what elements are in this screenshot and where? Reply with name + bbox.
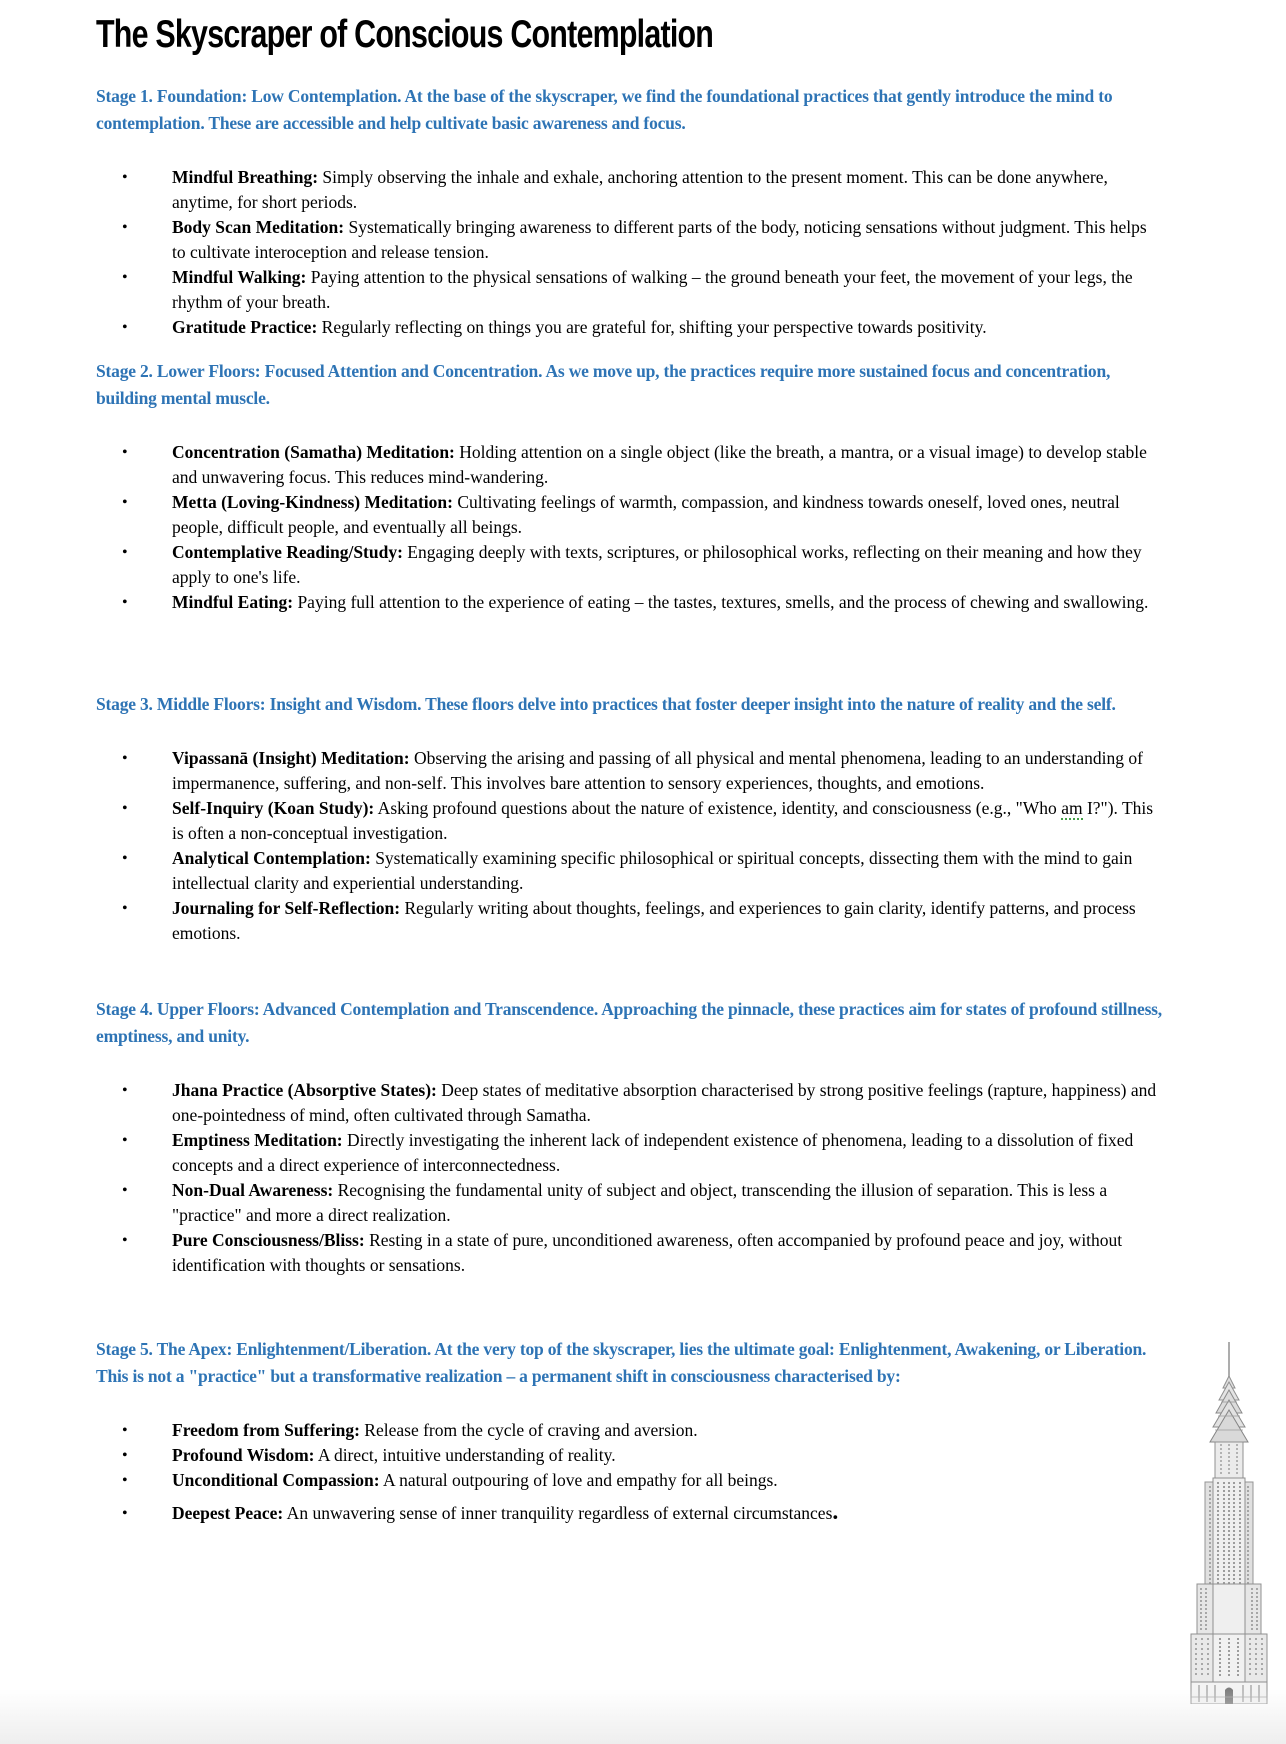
description-text: I?"). This is often a non-conceptual investigation. [172,797,1154,843]
practice-term: Contemplative Reading/Study: [172,541,403,562]
practice-term: Non-Dual Awareness: [172,1179,334,1200]
practice-description: Systematically examining specific philosophical or spiritual concepts, dissecting them with the mind to gain intellectual clarity and experiential understanding. [172,847,1133,893]
grammar-marked-word: am [1061,797,1083,818]
practice-term: Body Scan Meditation: [172,216,345,237]
practice-term: Metta (Loving-Kindness) Meditation: [172,491,453,512]
practice-list [96,746,1164,946]
list-item [96,1443,1164,1468]
list-item [96,1498,1164,1526]
stage-heading: Stage 4. Upper Floors: Advanced Contemplation and Transcendence. Approaching the pinnacle, these practices aim for states of profound stillness, emptiness, and unity. [96,998,1162,1046]
description-text: Asking profound questions about the nature of existence, identity, and consciousness (e.g., "Who [374,797,1062,818]
stage-heading: Stage 3. Middle Floors: Insight and Wisdom. These floors delve into practices that foster deeper insight into the nature of reality and the self. [96,693,1116,714]
list-item [96,215,1164,265]
list-item [96,590,1164,615]
list-item [96,896,1164,946]
practice-term: Freedom from Suffering: [172,1419,360,1440]
stage-section [96,1336,1164,1526]
practice-term: Journaling for Self-Reflection: [172,897,401,918]
practice-description [283,1498,839,1525]
list-item [96,490,1164,540]
practice-term: Pure Consciousness/Bliss: [172,1229,365,1250]
list-item [96,1078,1164,1128]
description-text: . [832,1498,839,1525]
list-item [96,315,1164,340]
stage-heading: Stage 1. Foundation: Low Contemplation. At the base of the skyscraper, we find the foundational practices that gently introduce the mind to contemplation. These are accessible and help cultivate basic awareness and focus. [96,85,1113,133]
practice-description: Observing the arising and passing of all physical and mental phenomena, leading to an understanding of impermanence, suffering, and non-self. This involves bare attention to sensory experiences, thoughts, and emotions. [172,747,1143,793]
description-text: An unwavering sense of inner tranquility regardless of external circumstances [283,1502,833,1523]
list-item [96,165,1164,215]
list-item [96,1468,1164,1493]
practice-description: Deep states of meditative absorption characterised by strong positive feelings (rapture, happiness) and one-pointedness of mind, often cultivated through Samatha. [172,1079,1157,1125]
practice-term: Emptiness Meditation: [172,1129,343,1150]
page-edge-shading [0,1689,1286,1744]
list-item [96,846,1164,896]
list-item [96,265,1164,315]
practice-description: Paying attention to the physical sensations of walking – the ground beneath your feet, the movement of your legs, the rhythm of your breath. [172,266,1133,312]
document-title: The Skyscraper of Conscious Contemplation [96,13,714,56]
practice-description: Resting in a state of pure, unconditioned awareness, often accompanied by profound peace and joy, without identification with thoughts or sensations. [172,1229,1123,1275]
list-item [96,440,1164,490]
stage-section [96,83,1164,340]
practice-description: A direct, intuitive understanding of reality. [314,1444,616,1465]
stage-heading: Stage 2. Lower Floors: Focused Attention and Concentration. As we move up, the practices require more sustained focus and concentration, building mental muscle. [96,360,1111,408]
list-item [96,796,1164,846]
stage-section [96,691,1164,946]
practice-term: Concentration (Samatha) Meditation: [172,441,455,462]
practice-description: Release from the cycle of craving and aversion. [359,1419,698,1440]
practice-list [96,165,1164,340]
practice-description: A natural outpouring of love and empathy for all beings. [379,1469,778,1490]
practice-term: Mindful Breathing: [172,166,319,187]
practice-description: Holding attention on a single object (like the breath, a mantra, or a visual image) to develop stable and unwavering focus. This reduces mind-wandering. [172,441,1147,487]
list-item [96,1418,1164,1443]
practice-term: Deepest Peace: [172,1502,284,1523]
practice-description: Regularly reflecting on things you are grateful for, shifting your perspective towards positivity. [317,316,987,337]
stage-section [96,996,1164,1278]
stage-section [96,358,1164,615]
practice-description: Simply observing the inhale and exhale, anchoring attention to the present moment. This can be done anywhere, anytime, for short periods. [172,166,1108,212]
practice-term: Vipassanā (Insight) Meditation: [172,747,410,768]
stage-heading: Stage 5. The Apex: Enlightenment/Liberation. At the very top of the skyscraper, lies the ultimate goal: Enlightenment, Awakening, or Liberation. This is not a "practice" but a transformative realization – a permanent shift in consciousness characterised by: [96,1338,1147,1386]
practice-list [96,1078,1164,1278]
document-page [0,14,1286,1526]
practice-description: Engaging deeply with texts, scriptures, or philosophical works, reflecting on their meaning and how they apply to one's life. [172,541,1142,587]
practice-term: Self-Inquiry (Koan Study): [172,797,375,818]
practice-list [96,440,1164,615]
practice-description: Regularly writing about thoughts, feelings, and experiences to gain clarity, identify patterns, and process emotions. [172,897,1136,943]
list-item [96,1128,1164,1178]
list-item [96,1228,1164,1278]
list-item [96,746,1164,796]
practice-description: Directly investigating the inherent lack of independent existence of phenomena, leading to a dissolution of fixed concepts and a direct experience of interconnectedness. [172,1129,1134,1175]
practice-term: Mindful Eating: [172,591,294,612]
practice-description: Recognising the fundamental unity of subject and object, transcending the illusion of separation. This is less a "practice" and more a direct realization. [172,1179,1108,1225]
practice-term: Mindful Walking: [172,266,307,287]
practice-term: Profound Wisdom: [172,1444,315,1465]
practice-term: Jhana Practice (Absorptive States): [172,1079,437,1100]
practice-list [96,1418,1164,1526]
practice-term: Unconditional Compassion: [172,1469,380,1490]
practice-term: Gratitude Practice: [172,316,318,337]
list-item [96,1178,1164,1228]
practice-term: Analytical Contemplation: [172,847,371,868]
document-body [96,83,1164,1526]
practice-description: Cultivating feelings of warmth, compassion, and kindness towards oneself, loved ones, neutral people, difficult people, and eventually all beings. [172,491,1120,537]
list-item [96,540,1164,590]
practice-description: Systematically bringing awareness to different parts of the body, noticing sensations without judgment. This helps to cultivate interoception and release tension. [172,216,1147,262]
practice-description: Paying full attention to the experience of eating – the tastes, textures, smells, and the process of chewing and swallowing. [293,591,1149,612]
skyscraper-illustration [1187,1342,1271,1704]
